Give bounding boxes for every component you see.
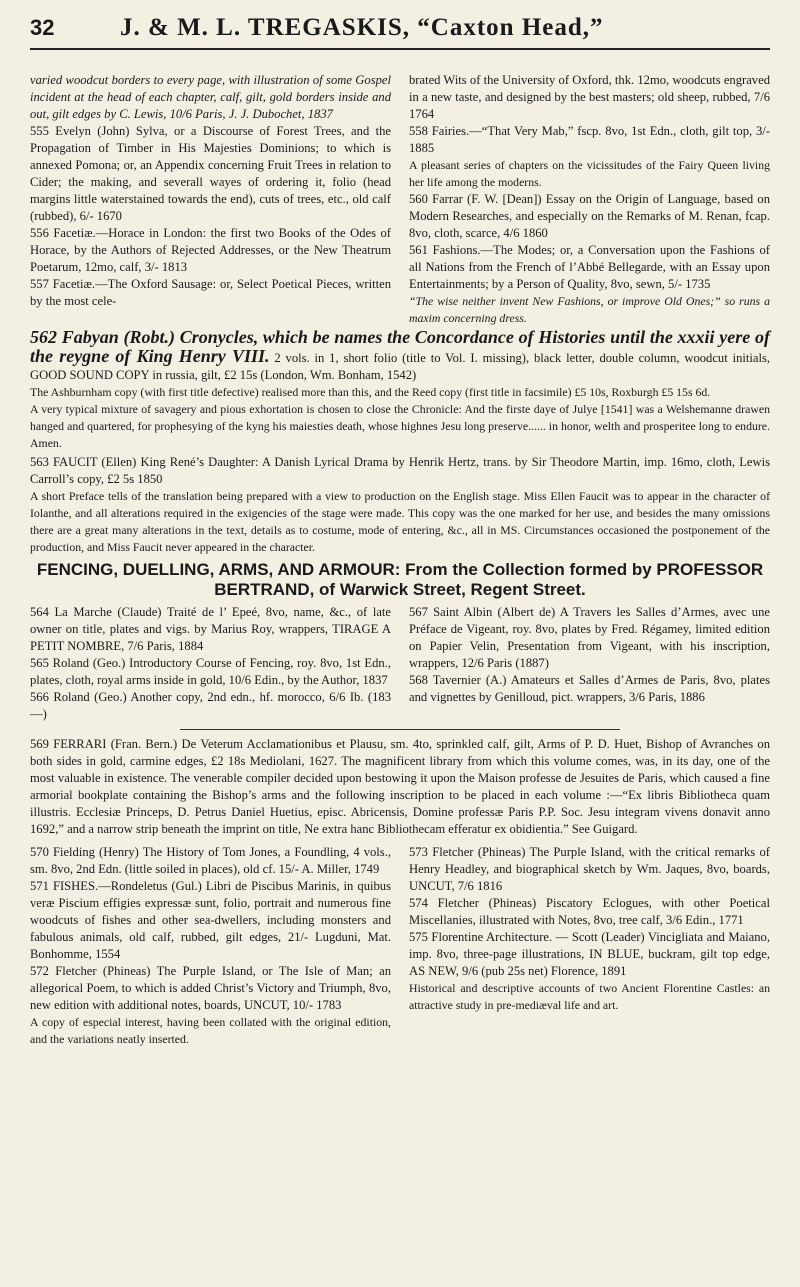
entry-562-title: 562 Fabyan (Robt.) Cronycles, which be names the Concordance of Histories until the xxxii yere of the reygne of King Henry VIII. [30, 327, 770, 366]
fencing-left [30, 604, 391, 723]
entry-562-note: A very typical mixture of savagery and pious exhortation is chosen to close the Chronicle: And the firste daye of Julye [1541] was a Welshemanne drawen hanged and quartered, for prophesying of the kyng his maiesties death, whose highnes Jesu long preserve...... in honor, welth and prosperitee long to endure. Amen. [30, 402, 770, 450]
entry-561: 561 Fashions.—The Modes; or, a Conversation upon the Fashions of all Nations from the French of l’Abbé Bellegarde, with an Essay upon Entertainments; by a Person of Quality, 8vo, sewn, 5/- 1735 [409, 243, 770, 291]
entry-557: 557 Facetiæ.—The Oxford Sausage: or, Select Poetical Pieces, written by the most cele- [30, 277, 391, 308]
entry-555: 555 Evelyn (John) Sylva, or a Discourse of Forest Trees, and the Propagation of Timber in His Majesties Dominions; to which is annexed Pomona; or, an Appendix concerning Fruit Trees in relation to Cider; the making, and severall wayes of ordering it, folio (head margins little waterstained towards the end), cuts of trees, etc., old calf (rubbed), 6/- 1670 [30, 124, 391, 223]
entry-note: “The wise neither invent New Fashions, or improve Old Ones;” so runs a maxim concerning dress. [409, 294, 770, 325]
entry-560: 560 Farrar (F. W. [Dean]) Essay on the Origin of Language, based on Modern Researches, and especially on the Remarks of M. Renan, fcap. 8vo, cloth, scarce, 4/6 1860 [409, 192, 770, 240]
entry-558: 558 Fairies.—“That Very Mab,” fscp. 8vo, 1st Edn., cloth, gilt top, 3/- 1885 [409, 124, 770, 155]
entry-563 [30, 454, 770, 556]
entry-568: 568 Tavernier (A.) Amateurs et Salles d’Armes de Paris, 8vo, plates and vignettes by Genilloud, pict. wrappers, 3/6 Paris, 1886 [409, 673, 770, 704]
entry-note: A copy of especial interest, having been collated with the original edition, and the variations neatly inserted. [30, 1015, 391, 1046]
bottom-left [30, 844, 391, 1048]
page-header [30, 14, 770, 50]
entry-575: 575 Florentine Architecture. — Scott (Leader) Vincigliata and Maiano, imp. 8vo, three-page illustrations, IN BLUE, buckram, gilt top edge, AS NEW, 9/6 (pub 25s net) Florence, 1891 [409, 930, 770, 978]
entry-573: 573 Fletcher (Phineas) The Purple Island, with the critical remarks of Henry Headley, and biographical sketch by Wm. Jaques, 8vo, boards, UNCUT, 7/6 1816 [409, 845, 770, 893]
entry-574: 574 Fletcher (Phineas) Piscatory Eclogues, with other Poetical Miscellanies, illustrated with Notes, 8vo, tree calf, 3/6 Edin., 1771 [409, 896, 770, 927]
entry-note: A pleasant series of chapters on the vicissitudes of the Fairy Queen living her life among the moderns. [409, 158, 770, 189]
fencing-right [409, 604, 770, 723]
entry-567: 567 Saint Albin (Albert de) A Travers les Salles d’Armes, avec une Préface de Vigeant, roy. 8vo, plates by Fred. Régamey, limited edition on Papier Velin, Presentation from Vigeant, with his inscription, wrappers, 12/6 Paris (1887) [409, 605, 770, 670]
top-columns [30, 72, 770, 327]
entry-572: 572 Fletcher (Phineas) The Purple Island, or The Isle of Man; an allegorical Poem, to which is added Christ’s Victory and Triumph, 8vo, new edition with additional notes, boards, UNCUT, 10/- 1783 [30, 964, 391, 1012]
section-heading: FENCING, DUELLING, ARMS, AND ARMOUR: From the Collection formed by PROFESSOR BERTRAND, of Warwick Street, Regent Street. [36, 560, 764, 599]
left-column [30, 72, 391, 327]
entry-563-note: A short Preface tells of the translation being prepared with a view to production on the English stage. Miss Ellen Faucit was to appear in the character of Iolanthe, and all alterations required in the exigencies of the stage were made. This copy was the one marked for her use, and besides the many omissions there are a great many alterations in the text, details as to costume, mode of entering, &c., all in MS. Circumstances occasioned the postponement of the production, and Miss Faucit never appeared in the character. [30, 489, 770, 554]
entry-571: 571 FISHES.—Rondeletus (Gul.) Libri de Piscibus Marinis, in quibus veræ Piscium effigies expressæ sunt, folio, portrait and numerous fine woodcuts of fishes and other sea-dwellers, including monsters and fabulous animals, old calf, rubbed, gilt edges, 21/- Lugduni, Mat. Bonhomme, 1554 [30, 879, 391, 961]
entry-556: 556 Facetiæ.—Horace in London: the first two Books of the Odes of Horace, by the Authors of Rejected Addresses, or the New Theatrum Poetarum, 12mo, calf, 3/- 1813 [30, 226, 391, 274]
entry-note: Historical and descriptive accounts of two Ancient Florentine Castles: an attractive study in pre-mediæval life and art. [409, 981, 770, 1012]
right-column [409, 72, 770, 327]
page-number: 32 [30, 15, 55, 40]
page-title: J. & M. L. TREGASKIS, “Caxton Head,” [120, 14, 604, 41]
entry-562-body: 2 vols. in 1, short folio (title to Vol. I. missing), black letter, double column, woodcut initials, GOOD SOUND COPY in russia, gilt, £2 15s (London, Wm. Bonham, 1542) [30, 351, 771, 382]
entry-562 [30, 329, 770, 452]
bottom-right [409, 844, 770, 1048]
entry-569: 569 FERRARI (Fran. Bern.) De Veterum Acclamationibus et Plausu, sm. 4to, sprinkled calf, gilt, Arms of P. D. Huet, Bishop of Avranches on both sides in gold, carmine edges, £2 18s Mediolani, 1627. The magnificent library from which this volume comes, was, in its day, one of the most valuable in existence. The venerable compiler decided upon bestowing it upon the Maison professe de Jesuites de Paris, which caused a fine armorial bookplate containing the Bishop’s arms and the following inscription to be placed in each volume :—“Ex libris Bibliotheca quam illustris. Ecclesiæ Princeps, D. Petrus Daniel Huetius, episc. Abricensis, Domine professæ Paris P.P. Soc. Jesu integram vivens donavit anno 1692,” and a narrow strip beneath the imprint on title, Ne extra hanc Bibliothecam efferatur ex obidientia.” See Guigard. [30, 737, 770, 836]
entry-564: 564 La Marche (Claude) Traité de l’ Epeé, 8vo, name, &c., of late owner on title, plates and vigs. by Marius Roy, wrappers, TIRAGE A PETIT NOMBRE, 7/6 Paris, 1884 [30, 605, 391, 653]
entry-570: 570 Fielding (Henry) The History of Tom Jones, a Foundling, 4 vols., sm. 8vo, 2nd Edn. (little soiled in places), old cf. 15/- A. Miller, 1749 [30, 845, 391, 876]
entry-565: 565 Roland (Geo.) Introductory Course of Fencing, roy. 8vo, 1st Edn., plates, cloth, royal arms inside in gold, 10/6 Edin., by the Author, 1837 [30, 656, 391, 687]
entry-566: 566 Roland (Geo.) Another copy, 2nd edn., hf. morocco, 6/6 Ib. (183—) [30, 690, 391, 721]
fencing-columns [30, 604, 770, 723]
bottom-columns [30, 844, 770, 1048]
divider [180, 729, 620, 730]
entry-text: varied woodcut borders to every page, with illustration of some Gospel incident at the head of each chapter, calf, gilt, gold borders inside and out, gilt edges by C. Lewis, 10/6 Paris, J. J. Dubochet, 1837 [30, 73, 391, 121]
entry-text: brated Wits of the University of Oxford, thk. 12mo, woodcuts engraved in a new taste, and designed by the best masters; old sheep, rubbed, 7/6 1764 [409, 73, 770, 121]
entry-563-text: 563 FAUCIT (Ellen) King René’s Daughter: A Danish Lyrical Drama by Henrik Hertz, trans. by Sir Theodore Martin, imp. 16mo, cloth, Lewis Carroll’s copy, £2 5s 1850 [30, 455, 770, 486]
entry-562-note: The Ashburnham copy (with first title defective) realised more than this, and the Reed copy (first title in facsimile) £5 10s, Roxburgh £5 15s 6d. [30, 385, 711, 399]
